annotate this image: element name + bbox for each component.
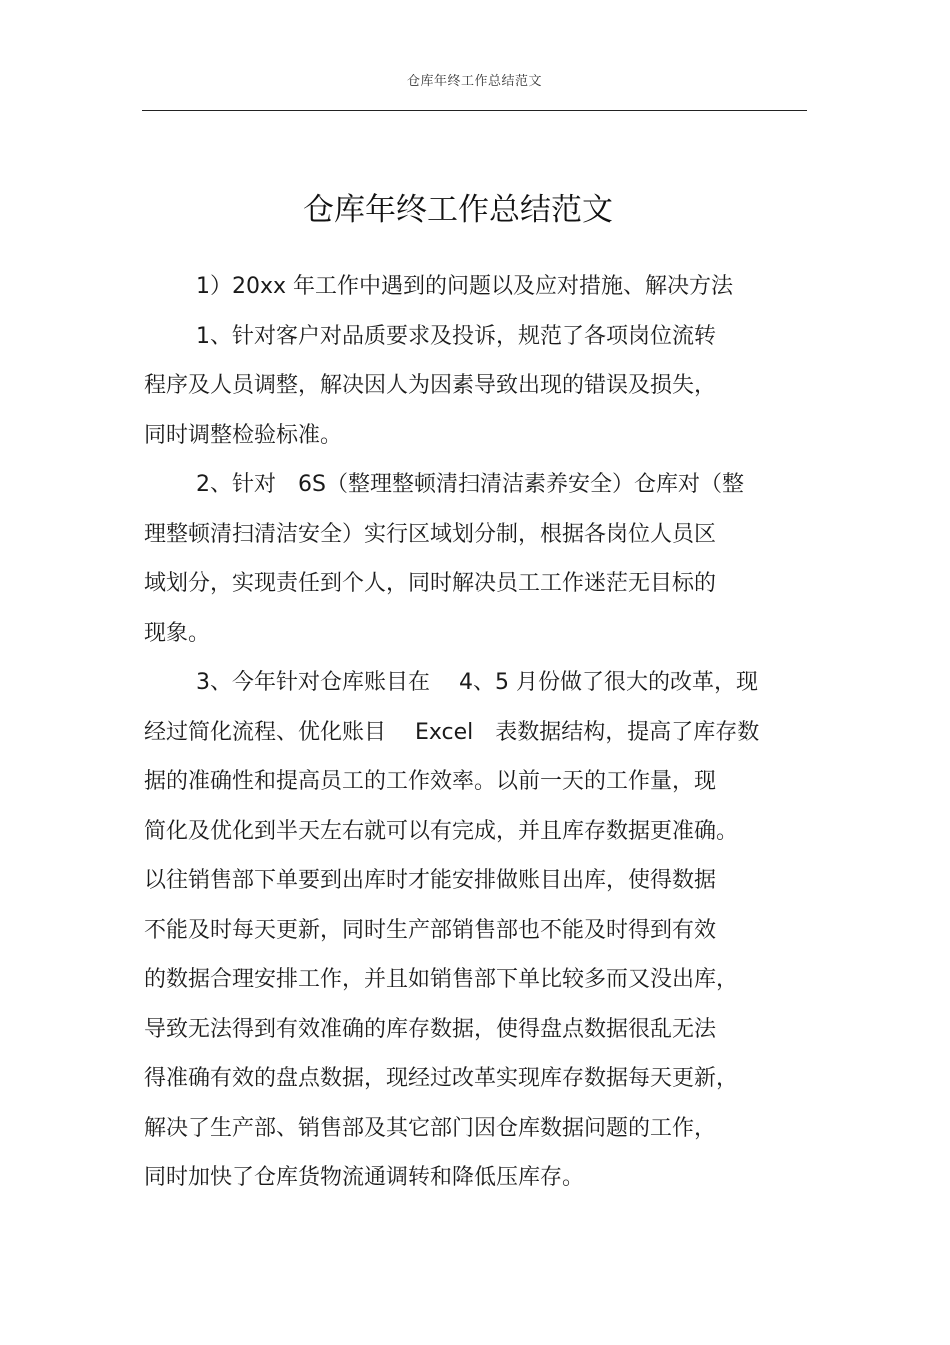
paragraph-line: 1、针对客户对品质要求及投诉，规范了各项岗位流转 [196, 323, 716, 349]
paragraph-line: 理整顿清扫清洁安全）实行区域划分制，根据各岗位人员区 [144, 521, 717, 547]
paragraph-line: 域划分，实现责任到个人，同时解决员工工作迷茫无目标的 [144, 571, 717, 596]
section-heading: 1）20xx 年工作中遇到的问题以及应对措施、解决方法 [196, 274, 734, 299]
paragraph-line: 同时加快了仓库货物流通调转和降低压库存。 [144, 1165, 585, 1190]
paragraph-line: 简化及优化到半天左右就可以有完成，并且库存数据更准确。 [144, 818, 739, 844]
paragraph-line: 得准确有效的盘点数据，现经过改革实现库存数据每天更新， [144, 1066, 739, 1091]
paragraph-line: 的数据合理安排工作，并且如销售部下单比较多而又没出库， [144, 967, 739, 992]
paragraph-line: 解决了生产部、销售部及其它部门因仓库数据问题的工作， [144, 1115, 717, 1141]
running-header: 仓库年终工作总结范文 [406, 74, 542, 89]
paragraph-line: 以往销售部下单要到出库时才能安排做账目出库，使得数据 [144, 868, 717, 893]
paragraph-line: 现象。 [144, 620, 211, 646]
paragraph-line: 2、针对 6S（整理整顿清扫清洁素养安全）仓库对（整 [196, 472, 744, 497]
paragraph-line: 据的准确性和提高员工的工作效率。以前一天的工作量，现 [144, 769, 717, 794]
document-title: 仓库年终工作总结范文 [303, 192, 613, 228]
header-divider [142, 110, 807, 111]
paragraph-line: 程序及人员调整，解决因人为因素导致出现的错误及损失， [144, 373, 717, 398]
paragraph-line: 经过简化流程、优化账目 Excel 表数据结构，提高了库存数 [144, 719, 760, 745]
paragraph-line: 导致无法得到有效准确的库存数据，使得盘点数据很乱无法 [144, 1016, 717, 1042]
paragraph-line: 不能及时每天更新，同时生产部销售部也不能及时得到有效 [144, 917, 717, 943]
paragraph-line: 同时调整检验标准。 [144, 422, 343, 448]
document-body [144, 262, 784, 1203]
paragraph-line: 3、今年针对仓库账目在 4、5 月份做了很大的改革，现 [196, 670, 758, 695]
